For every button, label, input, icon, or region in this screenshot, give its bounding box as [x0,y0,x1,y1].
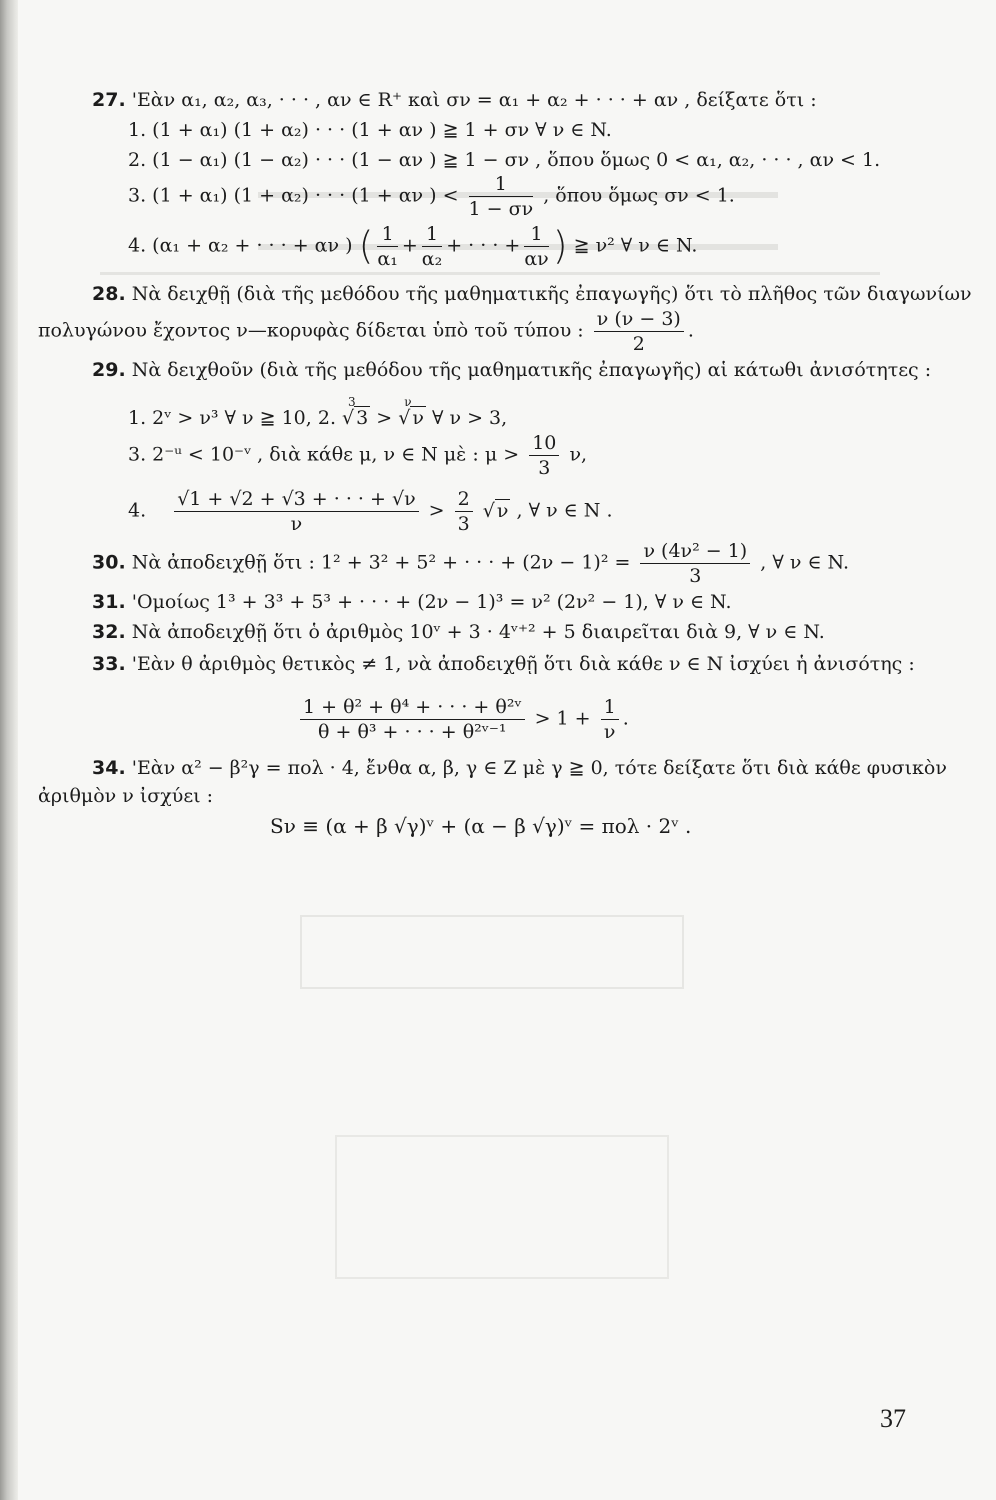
numerator: 1 [524,223,548,247]
problem-27-item-1 [128,118,612,142]
denominator: α₂ [421,248,443,270]
radicand: ν [496,499,509,522]
show-through-rule [100,272,880,275]
problem-text: Νὰ ἀποδειχθῇ ὅτι : 1² + 3² + 5² + · · · + (2ν − 1)² = [131,551,631,574]
problem-29-items-1-2 [128,395,508,430]
inequality: 1. (1 + α₁) (1 + α₂) · · · (1 + αν ) ≧ 1 + σν ∀ ν ∈ N. [128,119,612,141]
denominator: 3 [538,457,551,479]
fraction [455,488,473,535]
period: . [622,707,629,730]
condition: , ∀ ν ∈ N . [516,499,613,522]
root-index: 3 [348,395,356,409]
inequality-right: ≧ ν² ∀ ν ∈ N. [573,234,698,257]
inequality: 2. (1 − α₁) (1 − α₂) · · · (1 − αν ) ≧ 1 − σν , ὅπου ὅμως 0 < α₁, α₂, · · · , αν < 1. [128,149,881,171]
problem-number: 31. [92,591,126,613]
page-number: 37 [880,1404,906,1433]
fraction [524,223,548,270]
condition: , ὅπου ὅμως σν < 1. [543,184,735,207]
problem-28-line-2 [38,308,694,355]
greater-sign: > [428,499,445,522]
denominator: 1 − σν [468,198,534,220]
problem-29-item-3 [128,432,587,479]
denominator: 3 [689,565,702,587]
square-root: √ ν [482,499,509,522]
cube-root: 3 √ 3 [342,406,370,430]
numerator: 2 [455,488,473,512]
numerator: 1 [469,173,534,197]
problem-32 [92,620,825,644]
fraction [174,488,418,535]
problem-33-inequality [296,696,629,743]
fraction [594,308,684,355]
fraction [422,223,442,270]
problem-27-item-2 [128,148,880,172]
denominator: 3 [457,513,470,535]
problem-text: 'Εὰν α² − β²γ = πολ · 4, ἔνθα α, β, γ ∈ Z μὲ γ ≧ 0, τότε δείξατε ὅτι διὰ κάθε φυσικὸν [131,757,947,779]
problem-number: 28. [92,283,126,305]
numerator: ν (4ν² − 1) [640,540,750,564]
root-index: ν [404,395,412,409]
numerator: 1 [422,223,442,247]
radicand: 3 [356,407,369,429]
fraction [469,173,534,220]
radicand: ν [412,407,424,429]
problem-27-intro [92,88,817,112]
denominator: 2 [632,333,645,355]
formula: Sν ≡ (α + β √γ)ᵛ + (α − β √γ)ᵛ = πολ · 2ᵛ . [270,814,692,838]
fraction [377,223,397,270]
problem-29-intro [92,358,931,382]
item-number: 4. [128,499,147,522]
inequality-right: > 1 + [534,707,591,730]
inequality: 1. 2ᵛ > ν³ ∀ ν ≧ 10, 2. [128,407,336,429]
problem-text: 'Ομοίως 1³ + 3³ + 5³ + · · · + (2ν − 1)³ = ν² (2ν² − 1), ∀ ν ∈ N. [131,591,732,613]
inequality: 3. 2⁻ᵘ < 10⁻ᵛ , διὰ κάθε μ, ν ∈ N μὲ : μ > [128,443,520,466]
denominator: αν [524,248,549,270]
fraction [300,696,525,743]
nth-root: ν √ ν [398,406,426,430]
show-through-box [300,915,684,989]
fraction [529,432,559,479]
ellipsis: + · · · + [446,234,521,257]
problem-number: 30. [92,551,126,574]
fraction [601,696,619,743]
problem-text: Νὰ δειχθοῦν (διὰ τῆς μεθόδου τῆς μαθηματικῆς ἐπαγωγῆς) αἱ κάτωθι ἀνισότητες : [131,359,932,381]
greater-sign: > [376,407,393,429]
numerator: 1 + θ² + θ⁴ + · · · + θ²ᵛ [300,696,525,720]
problem-text: 'Εὰν α₁, α₂, α₃, · · · , αν ∈ R⁺ καὶ σν = α₁ + α₂ + · · · + αν , δείξατε ὅτι : [131,89,817,111]
problem-28-line-1 [92,282,972,306]
problem-number: 34. [92,757,126,779]
problem-text: πολυγώνου ἔχοντος ν—κορυφὰς δίδεται ὑπὸ τοῦ τύπου : [38,319,584,342]
problem-34-line-1 [92,756,947,780]
problem-text: Νὰ δειχθῇ (διὰ τῆς μεθόδου τῆς μαθηματικῆς ἐπαγωγῆς) ὅτι τὸ πλῆθος τῶν διαγωνίων [131,283,972,305]
denominator: ν [603,721,616,743]
problem-number: 32. [92,621,126,643]
numerator: 10 [529,432,559,456]
sum-factor: 4. (α₁ + α₂ + · · · + αν ) [128,234,353,257]
variable: ν, [569,443,588,466]
numerator: √1 + √2 + √3 + · · · + √ν [174,488,418,512]
right-paren: ) [552,223,568,268]
problem-number: 27. [92,89,126,111]
problem-number: 33. [92,653,126,675]
left-paren: ( [358,223,374,268]
denominator: α₁ [377,248,398,270]
period: . [687,319,694,342]
show-through-box-2 [335,1135,669,1279]
problem-text: 'Εὰν θ ἀριθμὸς θετικὸς ≠ 1, νὰ ἀποδειχθῇ ὅτι διὰ κάθε ν ∈ N ἰσχύει ἡ ἀνισότης : [131,653,915,675]
numerator: 1 [601,696,619,720]
problem-text: ἀριθμὸν ν ἰσχύει : [38,785,214,807]
fraction [640,540,750,587]
denominator: θ + θ³ + · · · + θ²ᵛ⁻¹ [318,721,507,743]
problem-text: Νὰ ἀποδειχθῇ ὅτι ὁ ἀριθμὸς 10ᵛ + 3 · 4ᵛ⁺² + 5 διαιρεῖται διὰ 9, ∀ ν ∈ N. [131,621,825,643]
denominator: ν [290,513,303,535]
problem-29-item-4 [128,488,612,535]
problem-31 [92,590,732,614]
inequality-left: 3. (1 + α₁) (1 + α₂) · · · (1 + αν ) < [128,184,459,207]
numerator: ν (ν − 3) [594,308,684,332]
book-binding-shadow [0,0,18,1500]
problem-27-item-4: 4. (α₁ + α₂ + · · · + αν ) ( $\frac{1}{\text{α₁}}$ + $\frac{1}{\text{α₂}}$ + · · · + $\frac{1}{\alpha\nu}$ ) ≧ ν² ∀ ν ∈ N. [128,223,698,270]
problem-27-item-3 [128,173,735,220]
problem-33-intro [92,652,915,676]
problem-34-line-2 [38,784,213,808]
problem-34-formula [270,814,691,838]
condition: , ∀ ν ∈ N. [760,551,849,574]
problem-number: 29. [92,359,126,381]
numerator: 1 [377,223,397,247]
problem-30 [92,540,849,587]
condition: ∀ ν > 3, [431,407,508,429]
